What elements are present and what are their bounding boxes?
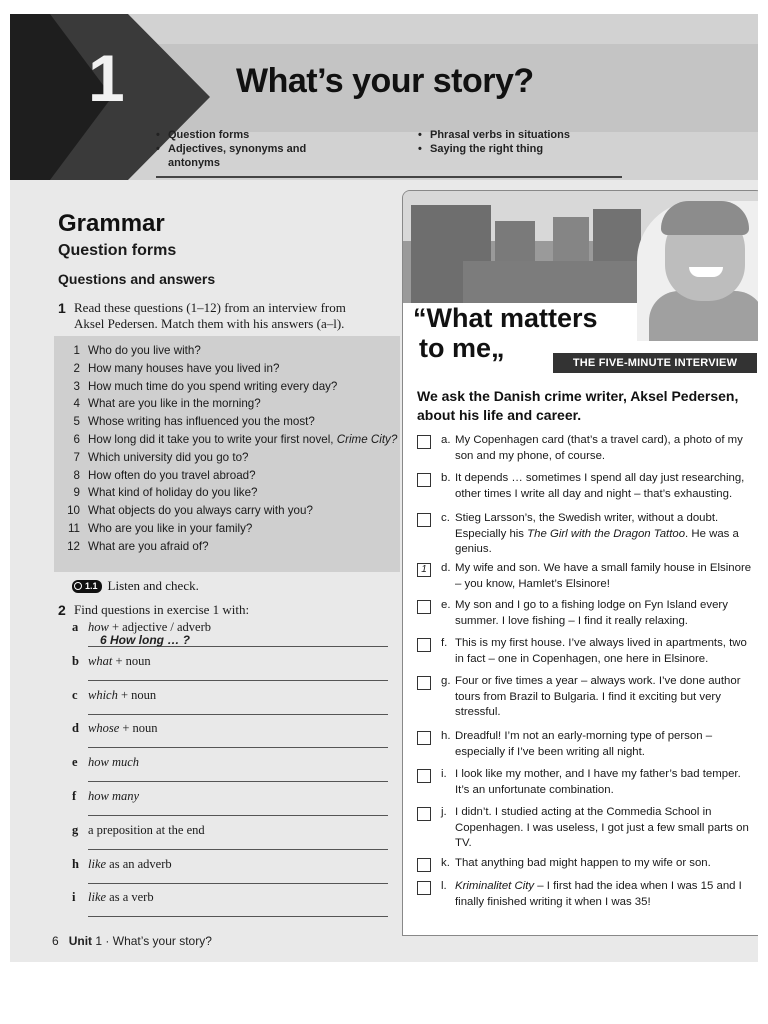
article-title-line1: “What matters: [413, 303, 598, 333]
answer-text: This is my first house. I’ve always lived in apartments, two in fact – one in Copenhagen, one here in Elsinore.: [455, 637, 747, 665]
topic-item: • Phrasal verbs in situations: [418, 128, 618, 142]
question-row: [58, 520, 398, 538]
topic-item: • Saying the right thing: [418, 142, 618, 156]
section-subheading: Question forms: [58, 242, 177, 259]
question-text: What objects do you always carry with you?: [88, 504, 313, 518]
question-number: 10: [67, 504, 80, 518]
question-text: How much time do you spend writing every day?: [88, 379, 338, 393]
question-number: 4: [73, 397, 80, 411]
topics-right: [418, 128, 618, 156]
answer-line[interactable]: [88, 883, 388, 884]
exercise-number: 2: [58, 602, 66, 618]
question-text: Who are you like in your family?: [88, 521, 253, 535]
interview-article: [402, 190, 758, 936]
answer-text: I didn’t. I studied acting at the Commedia School in Copenhagen. I was useless, I got just a few small parts on TV.: [455, 806, 749, 850]
item-label: how + adjective / adverb: [88, 620, 211, 634]
item-label: how many: [88, 789, 140, 803]
question-row: [58, 484, 398, 502]
answer-text: That anything bad might happen to my wife or son.: [455, 857, 711, 869]
answer-checkbox[interactable]: 1: [417, 563, 431, 577]
question-list: [58, 342, 398, 556]
interview-tag: THE FIVE-MINUTE INTERVIEW: [553, 353, 757, 373]
question-number: 12: [67, 539, 80, 553]
unit-num: 1: [95, 934, 103, 948]
item-letter: c: [72, 687, 78, 702]
header-rule: [156, 176, 622, 178]
answer-checkbox[interactable]: [417, 858, 431, 872]
item-letter: e: [72, 755, 78, 770]
question-row: [58, 449, 398, 467]
question-number: 11: [67, 521, 80, 535]
answer-letter: f.: [441, 637, 448, 649]
topic-item: • Adjectives, synonyms and antonyms: [156, 142, 326, 170]
question-number: 8: [73, 468, 80, 482]
item-label: a preposition at the end: [88, 822, 205, 837]
question-text: Which university did you go to?: [88, 450, 249, 464]
question-number: 5: [73, 415, 80, 429]
item-letter: f: [72, 789, 77, 803]
exercise-text: Find questions in exercise 1 with:: [74, 602, 250, 617]
answer-text: Dreadful! I’m not an early-morning type of person – especially if I’ve been writing all night.: [455, 730, 713, 758]
item-label: what + noun: [88, 653, 151, 668]
exercise-2-instruction: [58, 602, 378, 618]
footer-title: What’s your story?: [112, 934, 212, 948]
page-number: 6: [52, 934, 59, 948]
answer-letter: d.: [441, 562, 451, 574]
unit-number: 1: [88, 41, 123, 115]
topics-left: [156, 128, 326, 170]
answer-line[interactable]: [88, 714, 388, 715]
question-text: Whose writing has influenced you the most?: [88, 415, 315, 429]
topic-item: • Question forms: [156, 128, 326, 142]
question-row: [58, 413, 398, 431]
question-row: [58, 395, 398, 413]
answer-letter: g.: [441, 675, 451, 687]
page-footer: 6 Unit 1 · What’s your story?: [52, 934, 212, 948]
question-row: [58, 502, 398, 520]
answer-text: Stieg Larsson’s, the Swedish writer, without a doubt. Especially his The Girl with the Dragon Tattoo. He was a genius.: [455, 512, 739, 556]
question-text: Who do you live with?: [88, 344, 201, 357]
exercise-group-heading: Questions and answers: [58, 271, 216, 287]
item-letter: i: [72, 890, 76, 905]
question-row: [58, 360, 398, 378]
answer-letter: j.: [441, 806, 447, 818]
question-row: [58, 431, 398, 449]
question-text: What are you like in the morning?: [88, 397, 261, 411]
answer-line[interactable]: [88, 849, 388, 850]
answer-checkbox[interactable]: [417, 807, 431, 821]
answer-letter: h.: [441, 730, 451, 742]
workbook-page: [10, 14, 758, 962]
section-heading: Grammar: [58, 210, 165, 237]
answer-text: Kriminalitet City – I first had the idea when I was 15 and I finally finished writing it when I was 35!: [455, 880, 742, 908]
answer-checkbox[interactable]: [417, 513, 431, 527]
listen-label: Listen and check.: [107, 578, 199, 593]
item-letter: g: [72, 822, 79, 837]
answer-line[interactable]: [88, 916, 388, 917]
answer-text: I look like my mother, and I have my father’s bad temper. It’s an unfortunate combination.: [455, 768, 741, 796]
question-text: How many houses have you lived in?: [88, 361, 280, 375]
question-number: 2: [73, 361, 80, 375]
answer-checkbox[interactable]: [417, 881, 431, 895]
answer-line[interactable]: [88, 781, 388, 782]
question-number: 1: [73, 344, 80, 357]
answer-letter: l.: [441, 880, 447, 892]
question-text: How often do you travel abroad?: [88, 468, 256, 482]
item-label: how much: [88, 755, 140, 770]
item-label: whose + noun: [88, 721, 158, 736]
exercise-text: Read these questions (1–12) from an interview from Aksel Pedersen. Match them with his answers (a–l).: [74, 300, 346, 331]
question-row: [58, 538, 398, 556]
question-number: 6: [73, 432, 80, 446]
question-text: What kind of holiday do you like?: [88, 486, 258, 500]
item-letter: b: [72, 653, 79, 668]
answer-text: My son and I go to a fishing lodge on Fyn Island every summer. I love fishing – I find it really relaxing.: [455, 599, 728, 627]
answer-letter: c.: [441, 512, 450, 524]
item-label: like as a verb: [88, 890, 154, 905]
question-number: 7: [73, 450, 80, 464]
question-number: 3: [73, 379, 80, 393]
exercise-1-instruction: [58, 300, 378, 332]
answer-text: It depends … sometimes I spend all day just researching, other times I write all day and night – that’s exhausting.: [455, 472, 745, 500]
answer-checkbox[interactable]: [417, 638, 431, 652]
answer-checkbox[interactable]: [417, 676, 431, 690]
question-row: [58, 467, 398, 485]
answer-letter: a.: [441, 434, 451, 446]
answer-checkbox[interactable]: [417, 473, 431, 487]
item-letter: d: [72, 721, 79, 736]
answer-checkbox[interactable]: [417, 769, 431, 783]
item-label: which + noun: [88, 687, 157, 702]
question-number: 9: [73, 486, 80, 500]
answer-letter: i.: [441, 768, 447, 780]
answer-letter: b.: [441, 472, 451, 484]
answer-line[interactable]: [88, 680, 388, 681]
article-intro: We ask the Danish crime writer, Aksel Pedersen, about his life and career.: [417, 388, 739, 423]
question-text: How long did it take you to write your first novel, Crime City?: [88, 432, 398, 446]
answer-text: My wife and son. We have a small family house in Elsinore – you know, Hamlet’s Elsinore!: [455, 562, 752, 590]
answer-text: My Copenhagen card (that’s a travel card), a photo of my son and my phone, of course.: [455, 434, 743, 462]
question-title-italic: Crime City?: [336, 432, 398, 446]
answer-line[interactable]: [88, 815, 388, 816]
answer-letter: k.: [441, 857, 450, 869]
item-letter: h: [72, 856, 79, 871]
answer-line[interactable]: [88, 747, 388, 748]
audio-icon[interactable]: 1.1: [72, 580, 102, 593]
item-label: like as an adverb: [88, 856, 172, 871]
question-text: What are you afraid of?: [88, 539, 209, 553]
exercise-number: 1: [58, 300, 66, 316]
answer-text: 6 How long … ?: [100, 633, 190, 647]
item-letter: a: [72, 620, 79, 634]
answer-checkbox[interactable]: [417, 731, 431, 745]
question-row: [58, 378, 398, 396]
answer-checkbox[interactable]: [417, 435, 431, 449]
article-title-line2: to me„: [419, 333, 505, 363]
answer-text: Four or five times a year – always work. I’ve done author tours from Brazil to Bulgaria. I find it exciting but very stressful.: [455, 675, 741, 719]
answer-checkbox[interactable]: [417, 600, 431, 614]
page-title: What’s your story?: [236, 62, 534, 100]
listen-and-check[interactable]: [72, 578, 199, 594]
unit-label: Unit: [68, 934, 93, 948]
question-row: [58, 342, 398, 360]
answer-letter: e.: [441, 599, 451, 611]
